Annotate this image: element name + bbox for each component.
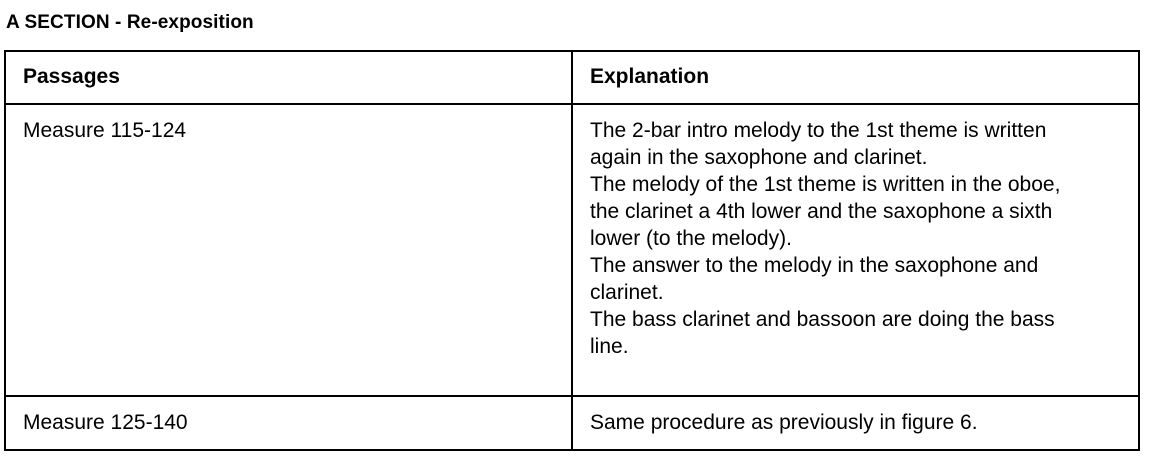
passages-explanation-table — [4, 50, 1140, 451]
column-header-passages: Passages — [5, 51, 572, 104]
section-title: A SECTION - Re-exposition — [6, 12, 254, 33]
table-row — [5, 104, 1139, 396]
explanation-cell — [572, 104, 1139, 396]
passage-cell: Measure 115-124 — [5, 104, 572, 396]
table-row — [5, 396, 1139, 450]
column-header-explanation: Explanation — [572, 51, 1139, 104]
explanation-paragraph: The melody of the 1st theme is written in the oboe, the clarinet a 4th lower and the saxophone a sixth lower (to the melody). — [590, 173, 1061, 250]
explanation-paragraph: The bass clarinet and bassoon are doing the bass line. — [590, 308, 1055, 358]
explanation-paragraph: Same procedure as previously in figure 6. — [590, 411, 978, 434]
passage-cell: Measure 125-140 — [5, 396, 572, 450]
explanation-paragraph: The 2-bar intro melody to the 1st theme is written again in the saxophone and clarinet. — [590, 119, 1047, 169]
table-header-row — [5, 51, 1139, 104]
explanation-cell — [572, 396, 1139, 450]
explanation-paragraph: The answer to the melody in the saxophone and clarinet. — [590, 254, 1039, 304]
explanation-text-block — [590, 409, 1077, 436]
explanation-text-block — [590, 117, 1077, 360]
